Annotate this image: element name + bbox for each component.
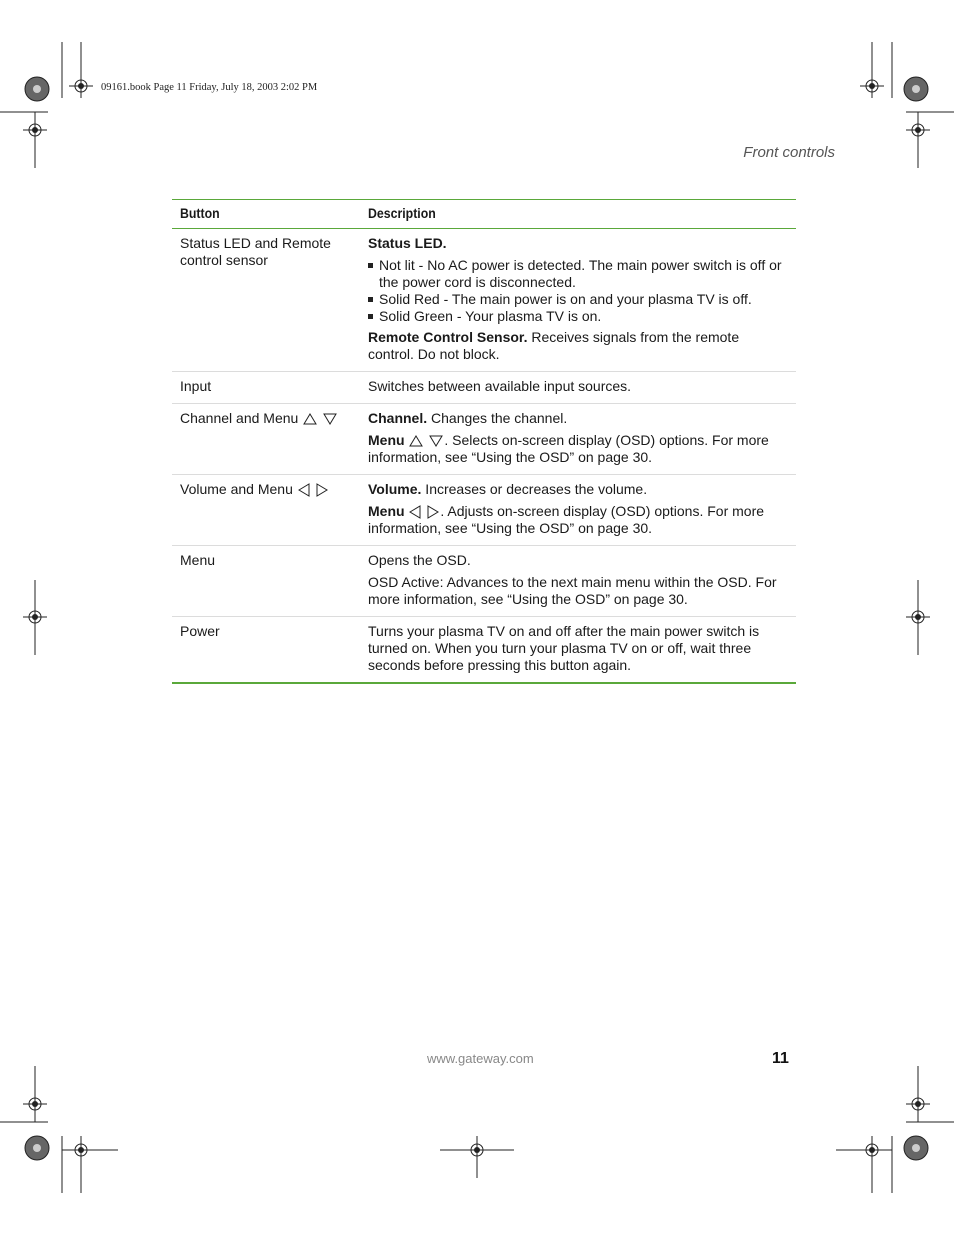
header-description: Description	[360, 200, 796, 229]
description-cell: Volume. Increases or decreases the volume. Menu . Adjusts on-screen display (OSD) options. For more information, see “Using the OSD” on page 30.	[360, 475, 796, 546]
button-cell: Menu	[172, 546, 360, 617]
up-triangle-icon	[409, 435, 423, 447]
right-triangle-icon	[316, 483, 328, 497]
left-triangle-icon	[298, 483, 310, 497]
description-cell: Opens the OSD. OSD Active: Advances to the next main menu within the OSD. For more information, see “Using the OSD” on page 30.	[360, 546, 796, 617]
list-item: Solid Green - Your plasma TV is on.	[368, 308, 788, 325]
page-number: 11	[772, 1050, 789, 1067]
running-head: Front controls	[743, 144, 835, 161]
button-cell: Channel and Menu	[172, 404, 360, 475]
status-led-list	[368, 257, 788, 325]
description-cell: Channel. Changes the channel. Menu . Selects on-screen display (OSD) options. For more information, see “Using the OSD” on page 30.	[360, 404, 796, 475]
up-triangle-icon	[303, 413, 317, 425]
button-cell: Input	[172, 372, 360, 404]
header-button: Button	[172, 200, 360, 229]
status-led-title: Status LED.	[368, 235, 447, 251]
table-row-status	[172, 229, 796, 372]
front-controls-table	[172, 199, 796, 684]
down-triangle-icon	[323, 413, 337, 425]
down-triangle-icon	[429, 435, 443, 447]
list-item: Not lit - No AC power is detected. The main power switch is off or the power cord is disconnected.	[368, 257, 788, 291]
table-row-menu	[172, 546, 796, 617]
table-header-row	[172, 200, 796, 229]
description-cell	[360, 229, 796, 372]
left-triangle-icon	[409, 505, 421, 519]
button-cell: Power	[172, 617, 360, 684]
table-row-channel	[172, 404, 796, 475]
button-cell: Volume and Menu	[172, 475, 360, 546]
description-cell: Switches between available input sources.	[360, 372, 796, 404]
print-slug: 09161.book Page 11 Friday, July 18, 2003 2:02 PM	[101, 82, 318, 93]
footer-url: www.gateway.com	[427, 1051, 534, 1066]
table-row-volume	[172, 475, 796, 546]
remote-sensor-text: Receives signals from the remote control. Do not block.	[368, 329, 740, 362]
right-triangle-icon	[427, 505, 439, 519]
remote-sensor-title: Remote Control Sensor.	[368, 329, 528, 345]
description-cell: Turns your plasma TV on and off after the main power switch is turned on. When you turn your plasma TV on or off, wait three seconds before pressing this button again.	[360, 617, 796, 684]
list-item: Solid Red - The main power is on and your plasma TV is off.	[368, 291, 788, 308]
button-cell: Status LED and Remote control sensor	[172, 229, 360, 372]
table-row-power	[172, 617, 796, 684]
table-row-input	[172, 372, 796, 404]
